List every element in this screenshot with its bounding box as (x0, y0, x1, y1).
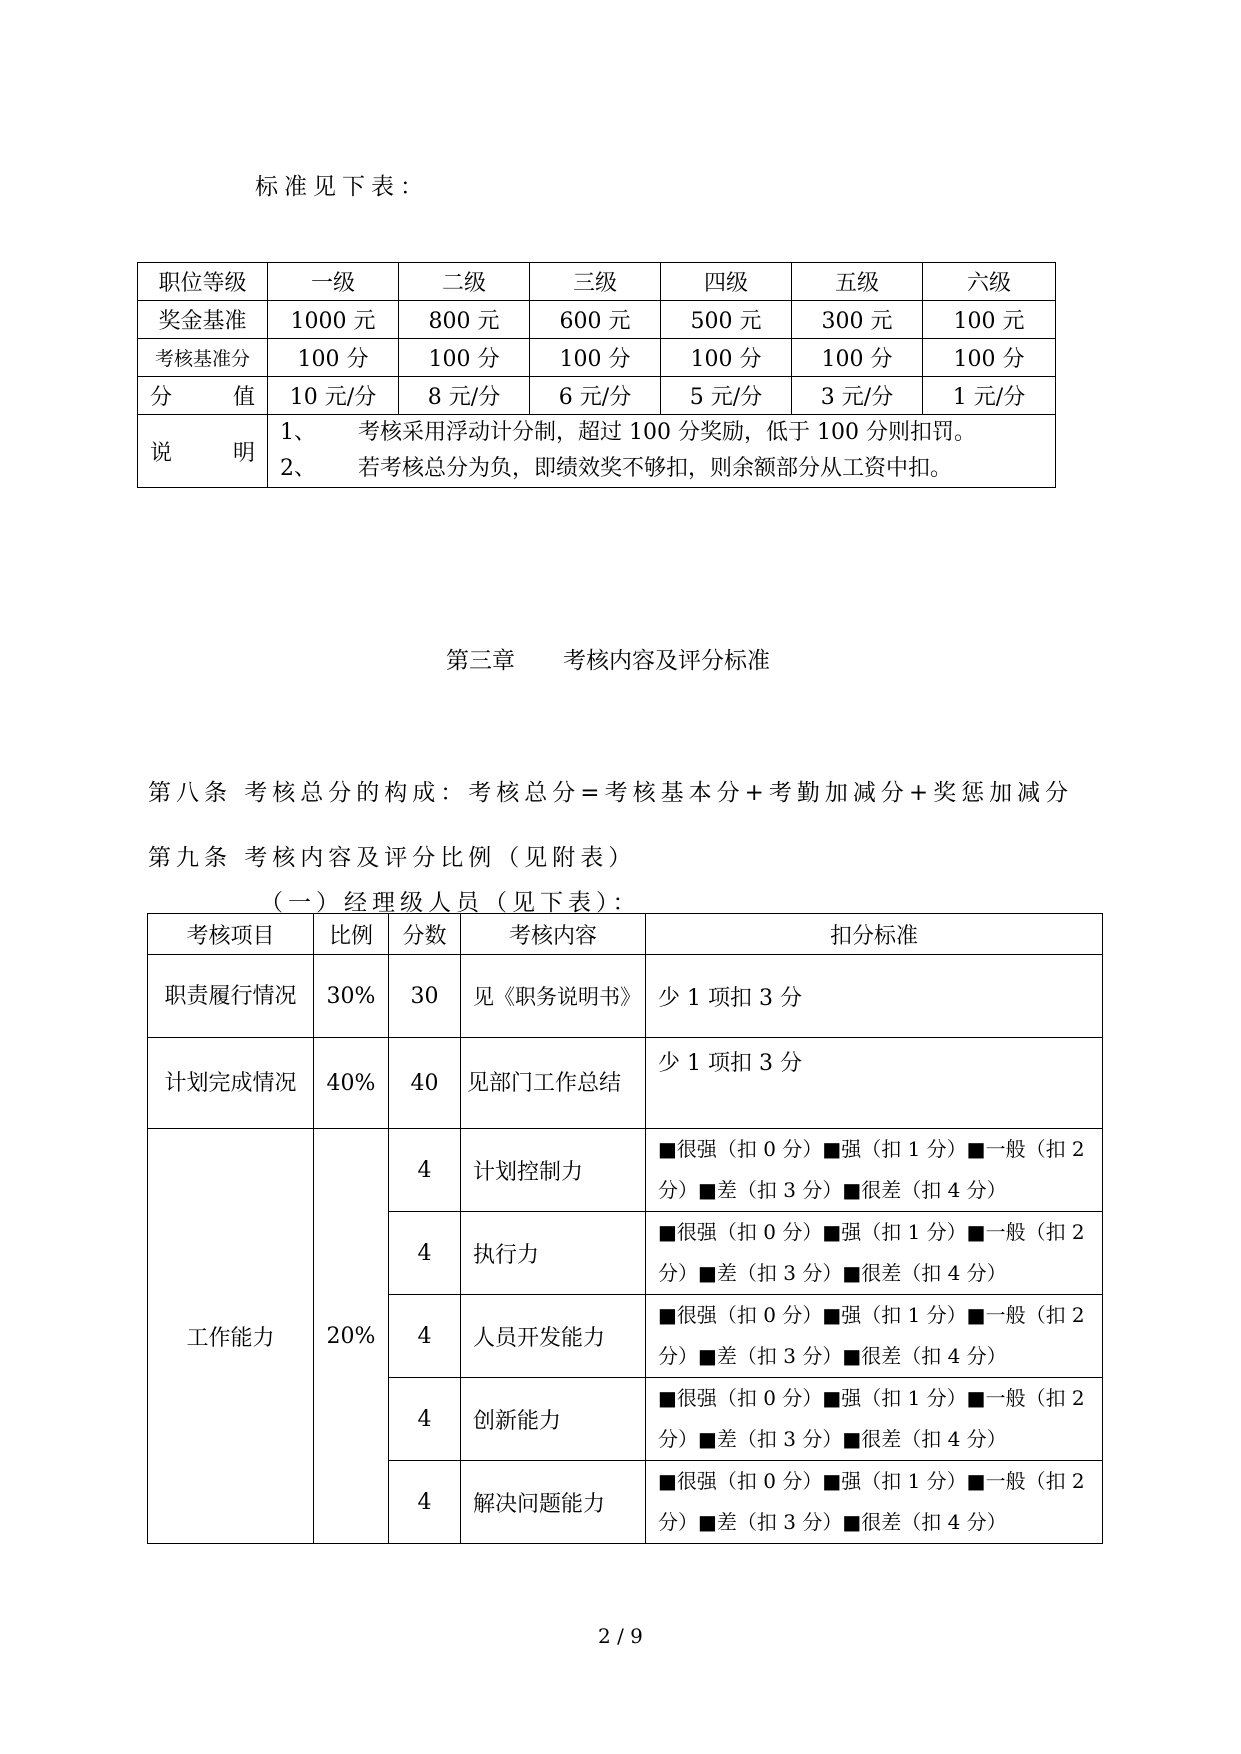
chapter-number: 第三章 (446, 648, 515, 674)
table-cell: 考核内容 (461, 914, 646, 955)
grade-table-header (138, 263, 1056, 301)
table-cell: 扣分标准 (646, 914, 1103, 955)
table-cell: 4 (389, 1129, 461, 1212)
grade-table (137, 262, 1056, 488)
note-line: 1、 考核采用浮动计分制，超过 100 分奖励，低于 100 分则扣罚。 (280, 420, 976, 445)
table-cell: 8 元/分 (399, 377, 530, 415)
table-cell: 100 分 (530, 339, 661, 377)
table-cell: 800 元 (399, 301, 530, 339)
table-cell: 100 分 (792, 339, 923, 377)
table-cell: 4 (389, 1295, 461, 1378)
table-cell: 500 元 (661, 301, 792, 339)
table-cell: 奖金基准 (138, 301, 268, 339)
note-line: 2、 若考核总分为负，即绩效奖不够扣，则余额部分从工资中扣。 (280, 456, 953, 481)
subheading: （一）经理级人员（见下表）： (260, 890, 641, 916)
table-cell: 见《职务说明书》 (461, 955, 646, 1038)
table-cell: 二级 (399, 263, 530, 301)
page-number: 2 / 9 (598, 1624, 643, 1648)
value-label-part: 值 (232, 385, 255, 410)
table-row (148, 1129, 1103, 1212)
table-cell: 30 (389, 955, 461, 1038)
table-cell: 工作能力 (148, 1129, 314, 1544)
table-cell: 考核基准分 (138, 339, 268, 377)
table-cell: 100 元 (923, 301, 1056, 339)
table-cell: 6 元/分 (530, 377, 661, 415)
table-cell: 计划完成情况 (148, 1038, 314, 1129)
table-cell: 3 元/分 (792, 377, 923, 415)
table-cell: 四级 (661, 263, 792, 301)
evaluation-table-header (148, 914, 1103, 955)
intro-text: 标准见下表： (255, 174, 429, 200)
table-cell: 解决问题能力 (461, 1461, 646, 1544)
table-cell: ■很强（扣 0 分）■强（扣 1 分）■一般（扣 2 分）■差（扣 3 分）■很差（扣 4 分） (646, 1129, 1103, 1212)
table-row (148, 955, 1103, 1038)
table-cell: 少 1 项扣 3 分 (646, 955, 1103, 1038)
table-cell: ■很强（扣 0 分）■强（扣 1 分）■一般（扣 2 分）■差（扣 3 分）■很差（扣 4 分） (646, 1378, 1103, 1461)
table-cell: 少 1 项扣 3 分 (646, 1038, 1103, 1129)
table-cell: 五级 (792, 263, 923, 301)
note-label-cell (138, 415, 268, 488)
table-row (138, 339, 1056, 377)
table-cell: 人员开发能力 (461, 1295, 646, 1378)
table-cell: ■很强（扣 0 分）■强（扣 1 分）■一般（扣 2 分）■差（扣 3 分）■很差（扣 4 分） (646, 1295, 1103, 1378)
table-cell: 100 分 (268, 339, 399, 377)
table-row (138, 301, 1056, 339)
chapter-heading (446, 642, 770, 675)
table-row (138, 377, 1056, 415)
table-cell: 考核项目 (148, 914, 314, 955)
table-cell: ■很强（扣 0 分）■强（扣 1 分）■一般（扣 2 分）■差（扣 3 分）■很差（扣 4 分） (646, 1461, 1103, 1544)
table-cell: 40 (389, 1038, 461, 1129)
table-cell: 600 元 (530, 301, 661, 339)
notes-cell (268, 415, 1056, 488)
table-cell: 5 元/分 (661, 377, 792, 415)
evaluation-table (147, 913, 1103, 1544)
note-label-part: 说 (150, 440, 173, 466)
table-cell: 20% (314, 1129, 389, 1544)
table-cell: 100 分 (923, 339, 1056, 377)
table-cell: 10 元/分 (268, 377, 399, 415)
chapter-title: 考核内容及评分标准 (563, 648, 770, 674)
table-cell: 三级 (530, 263, 661, 301)
table-cell: 1000 元 (268, 301, 399, 339)
table-cell: 创新能力 (461, 1378, 646, 1461)
table-cell: 300 元 (792, 301, 923, 339)
table-cell: 职责履行情况 (148, 955, 314, 1038)
table-cell: 比例 (314, 914, 389, 955)
table-cell: 1 元/分 (923, 377, 1056, 415)
table-row (148, 1038, 1103, 1129)
table-cell: ■很强（扣 0 分）■强（扣 1 分）■一般（扣 2 分）■差（扣 3 分）■很差（扣 4 分） (646, 1212, 1103, 1295)
table-cell: 一级 (268, 263, 399, 301)
note-label-part: 明 (232, 440, 255, 466)
table-row (138, 415, 1056, 488)
table-cell: 4 (389, 1378, 461, 1461)
article-8: 第八条 考核总分的构成：考核总分=考核基本分+考勤加减分+奖惩加减分 (148, 780, 1074, 806)
table-cell: 分数 (389, 914, 461, 955)
table-cell: 100 分 (661, 339, 792, 377)
table-cell: 100 分 (399, 339, 530, 377)
table-cell: 计划控制力 (461, 1129, 646, 1212)
table-cell: 4 (389, 1212, 461, 1295)
table-cell: 4 (389, 1461, 461, 1544)
value-label-part: 分 (150, 385, 173, 410)
table-cell: 职位等级 (138, 263, 268, 301)
article-9: 第九条 考核内容及评分比例（见附表） (148, 845, 637, 871)
value-label-cell (138, 377, 268, 415)
table-cell: 执行力 (461, 1212, 646, 1295)
table-cell: 30% (314, 955, 389, 1038)
table-cell: 40% (314, 1038, 389, 1129)
table-cell: 六级 (923, 263, 1056, 301)
table-cell: 见部门工作总结 (461, 1038, 646, 1129)
